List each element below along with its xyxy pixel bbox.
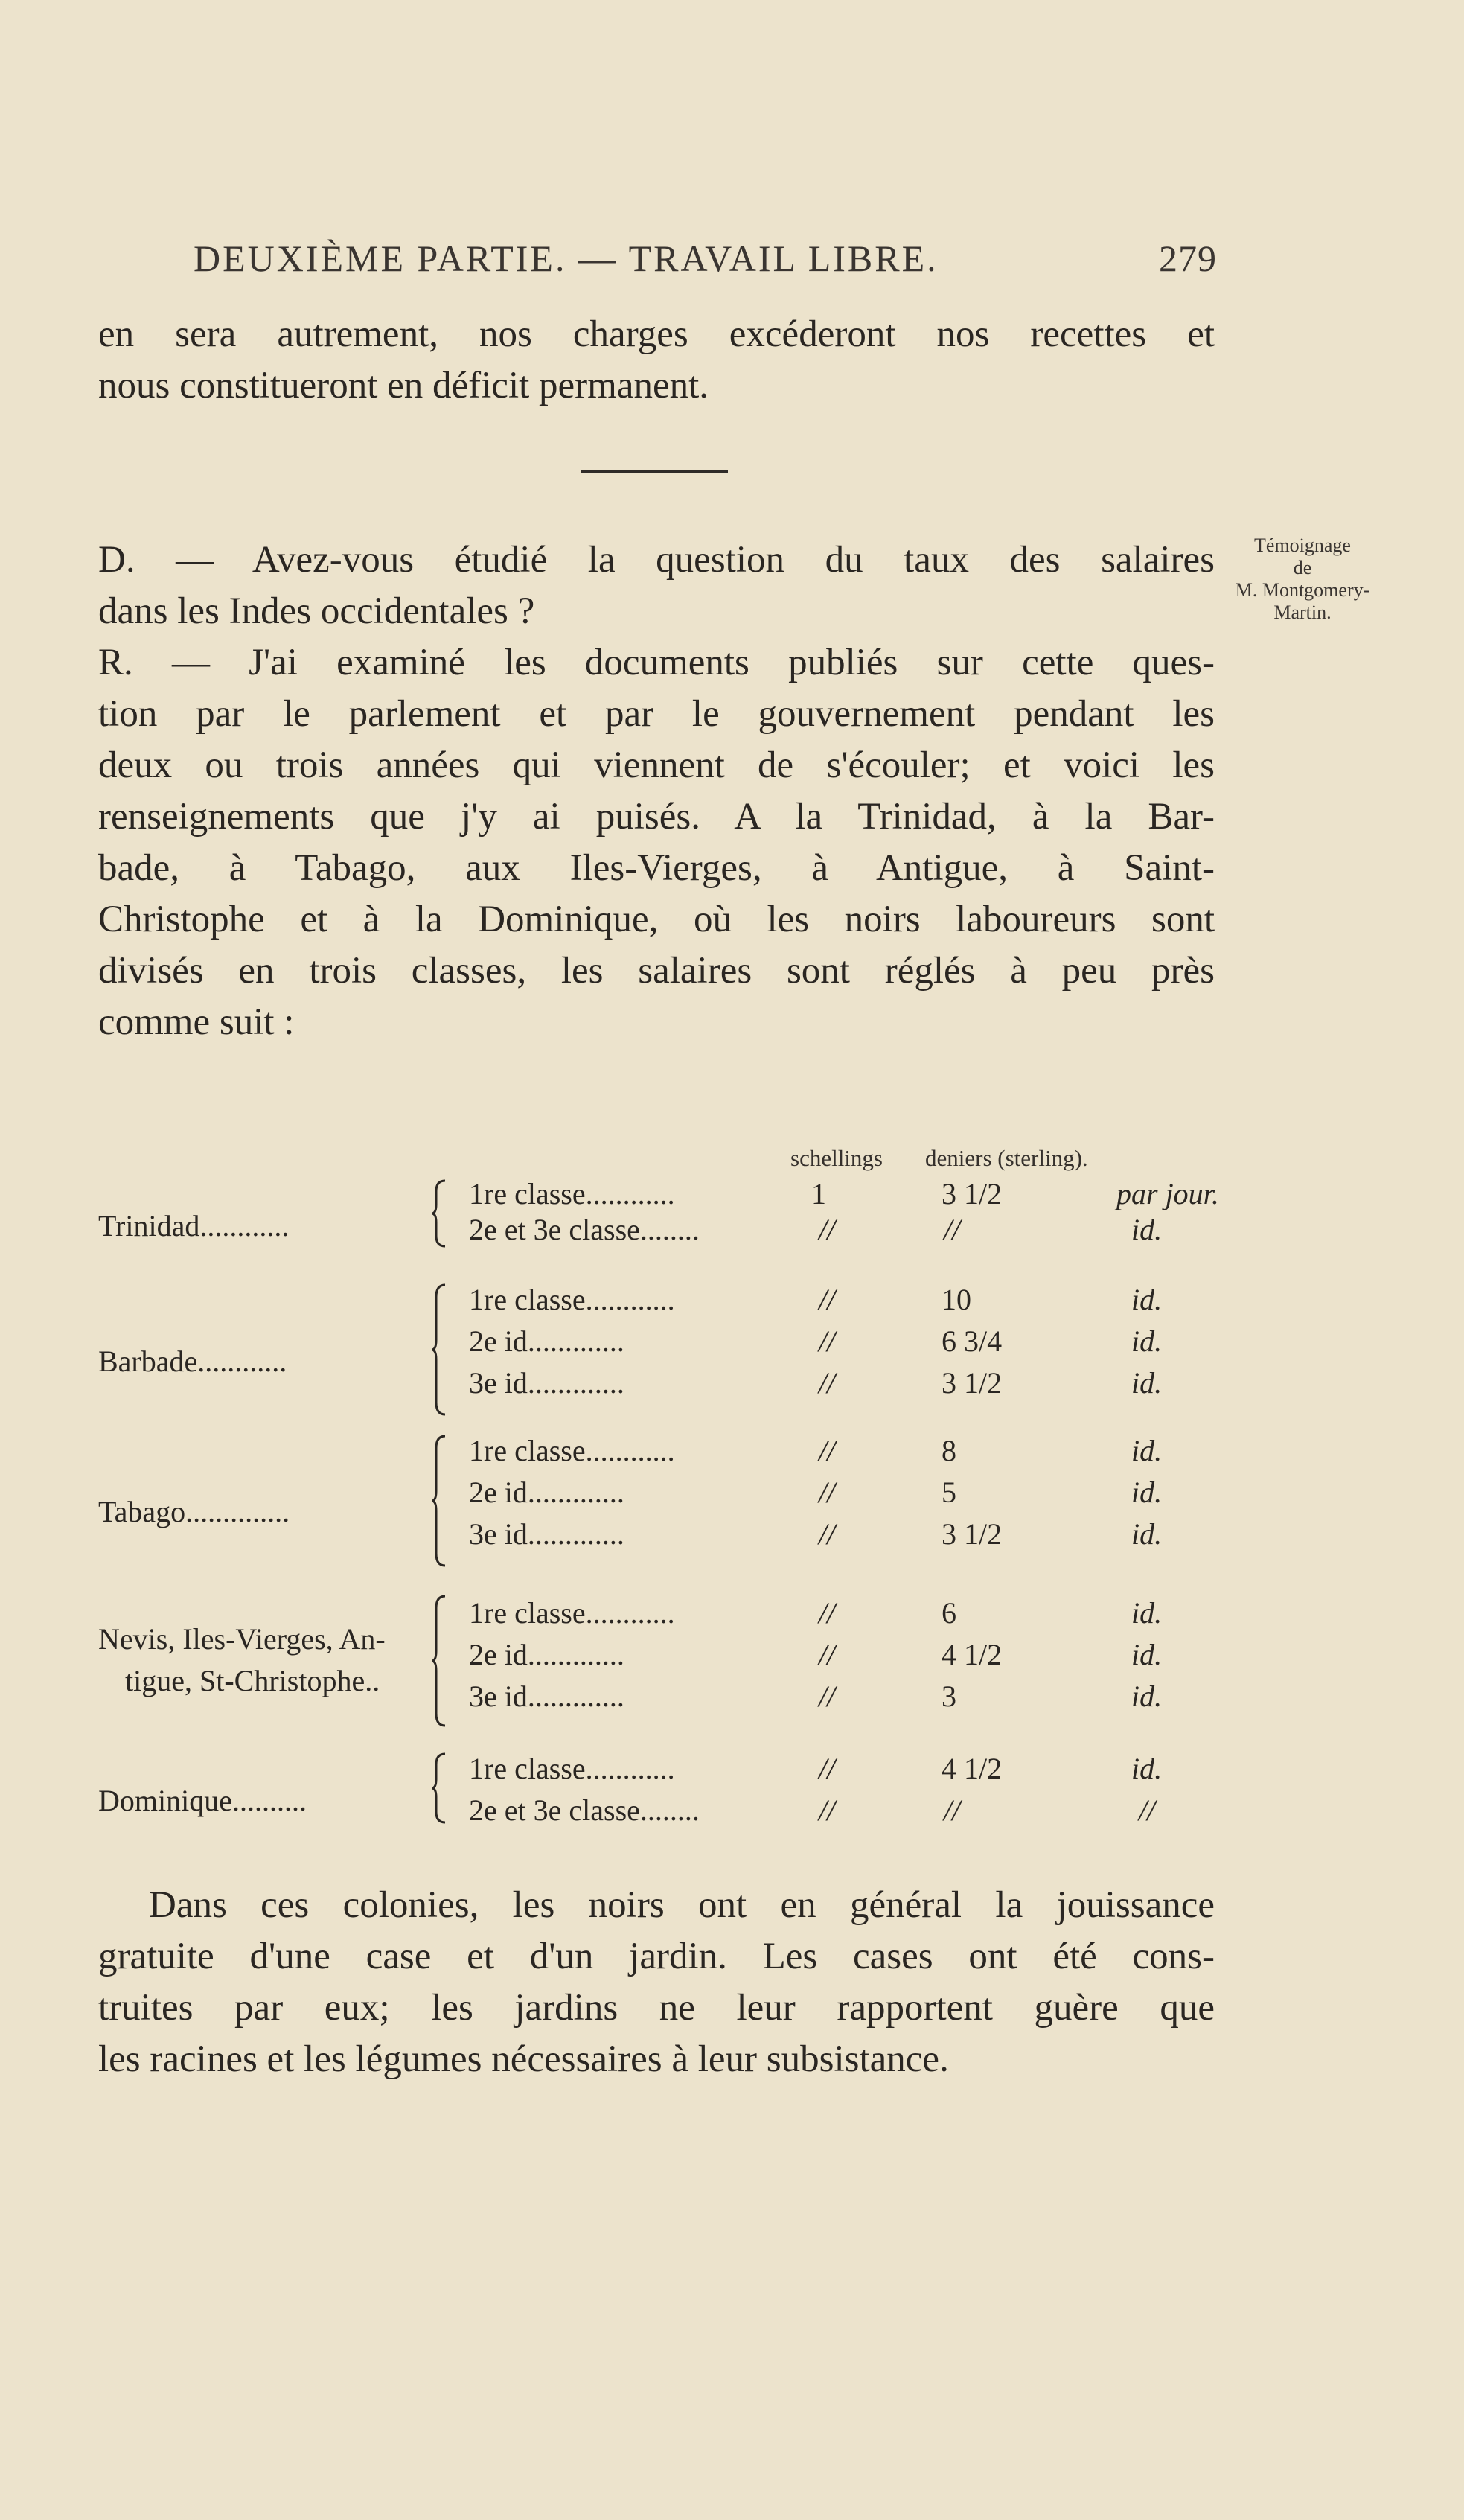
deniers-value: // (944, 1793, 961, 1827)
schellings-value: // (819, 1324, 836, 1358)
unit-note: id. (1131, 1434, 1163, 1467)
brace-icon (430, 1751, 448, 1825)
classe-label: 2e et 3e classe........ (469, 1793, 700, 1827)
paragraph-3 (149, 1880, 1215, 1931)
classe-label: 3e id............. (469, 1680, 624, 1713)
margin-note-line: M. Montgomery- (1235, 579, 1370, 601)
schellings-value: 1 (811, 1177, 826, 1210)
page-number: 279 (1159, 237, 1217, 279)
brace-icon (430, 1178, 448, 1249)
colony-name: tigue, St-Christophe.. (125, 1664, 380, 1697)
unit-note: id. (1131, 1213, 1163, 1246)
unit-note: id. (1131, 1752, 1163, 1785)
deniers-value: 3 1/2 (942, 1366, 1003, 1400)
colony-name: Nevis, Iles-Vierges, An- (98, 1622, 386, 1656)
schellings-value: // (819, 1213, 836, 1246)
text-line: dans les Indes occidentales ? (98, 590, 535, 632)
unit-note: id. (1131, 1517, 1163, 1551)
text-line: renseignements que j'y ai puisés. A la Trinidad, à la Bar- (98, 796, 1215, 838)
text-line: comme suit : (98, 1001, 295, 1043)
schellings-value: // (819, 1476, 836, 1509)
text-line: D. — Avez-vous étudié la question du taux des salaires (98, 539, 1215, 581)
colony-name: Trinidad............ (98, 1209, 290, 1243)
text-line: tion par le parlement et par le gouvernement pendant les (98, 693, 1215, 735)
deniers-value: 6 (942, 1596, 956, 1630)
classe-label: 3e id............. (469, 1366, 624, 1400)
deniers-value: 10 (942, 1283, 971, 1316)
text-line: Dans ces colonies, les noirs ont en général la jouissance (149, 1884, 1215, 1926)
classe-label: 2e id............. (469, 1324, 624, 1358)
classe-label: 2e et 3e classe........ (469, 1213, 700, 1246)
unit-note: id. (1131, 1324, 1163, 1358)
unit-note: par jour. (1116, 1177, 1219, 1210)
paragraph-3-continued (98, 1931, 1215, 2085)
deniers-value: 4 1/2 (942, 1638, 1003, 1671)
unit-note: id. (1131, 1283, 1163, 1316)
text-line: truites par eux; les jardins ne leur rapportent guère que (98, 1987, 1215, 2029)
text-line: gratuite d'une case et d'un jardin. Les cases ont été cons- (98, 1936, 1215, 1977)
unit-note: id. (1131, 1596, 1163, 1630)
classe-label: 1re classe............ (469, 1752, 675, 1785)
colony-name: Barbade............ (98, 1344, 287, 1378)
paragraph-2 (98, 535, 1215, 1048)
text-line: les racines et les légumes nécessaires à leur subsistance. (98, 2038, 949, 2080)
schellings-value: // (819, 1793, 836, 1827)
schellings-value: // (819, 1596, 836, 1630)
schellings-value: // (819, 1434, 836, 1467)
text-line: deux ou trois années qui viennent de s'écouler; et voici les (98, 744, 1215, 786)
schellings-value: // (819, 1283, 836, 1316)
text-line: en sera autrement, nos charges excéderont nos recettes et (98, 313, 1215, 355)
schellings-value: // (819, 1517, 836, 1551)
classe-label: 3e id............. (469, 1517, 624, 1551)
colony-name: Tabago.............. (98, 1495, 290, 1528)
deniers-value: // (944, 1213, 961, 1246)
deniers-value: 3 1/2 (942, 1177, 1003, 1210)
deniers-value: 5 (942, 1476, 956, 1509)
table-header-schellings: schellings (790, 1145, 883, 1171)
unit-note: id. (1131, 1680, 1163, 1713)
margin-note-line: de (1293, 557, 1312, 578)
schellings-value: // (819, 1638, 836, 1671)
deniers-value: 3 (942, 1680, 956, 1713)
unit-note: id. (1131, 1476, 1163, 1509)
classe-label: 1re classe............ (469, 1177, 675, 1210)
unit-note: // (1139, 1793, 1156, 1827)
schellings-value: // (819, 1680, 836, 1713)
text-line: bade, à Tabago, aux Iles-Vierges, à Antigue, à Saint- (98, 847, 1215, 889)
margin-note-line: Martin. (1273, 602, 1332, 623)
table-header-deniers: deniers (sterling). (925, 1145, 1088, 1171)
text-line: R. — J'ai examiné les documents publiés sur cette ques- (98, 642, 1215, 683)
paragraph-1 (98, 309, 1215, 412)
colony-name: Dominique.......... (98, 1784, 307, 1817)
text-line: Christophe et à la Dominique, où les noirs laboureurs sont (98, 899, 1215, 940)
classe-label: 1re classe............ (469, 1434, 675, 1467)
margin-note-line: Témoignage (1254, 535, 1351, 556)
running-header (194, 237, 1217, 280)
deniers-value: 3 1/2 (942, 1517, 1003, 1551)
classe-label: 2e id............. (469, 1476, 624, 1509)
margin-note (1224, 535, 1381, 624)
schellings-value: // (819, 1366, 836, 1400)
section-divider (581, 470, 728, 473)
header-title: DEUXIÈME PARTIE. — TRAVAIL LIBRE. (194, 237, 939, 279)
classe-label: 1re classe............ (469, 1283, 675, 1316)
brace-icon (430, 1433, 448, 1569)
text-line: divisés en trois classes, les salaires sont réglés à peu près (98, 950, 1215, 992)
classe-label: 2e id............. (469, 1638, 624, 1671)
deniers-value: 6 3/4 (942, 1324, 1003, 1358)
schellings-value: // (819, 1752, 836, 1785)
classe-label: 1re classe............ (469, 1596, 675, 1630)
deniers-value: 4 1/2 (942, 1752, 1003, 1785)
brace-icon (430, 1593, 448, 1729)
text-line: nous constitueront en déficit permanent. (98, 365, 709, 406)
unit-note: id. (1131, 1366, 1163, 1400)
deniers-value: 8 (942, 1434, 956, 1467)
unit-note: id. (1131, 1638, 1163, 1671)
brace-icon (430, 1282, 448, 1417)
